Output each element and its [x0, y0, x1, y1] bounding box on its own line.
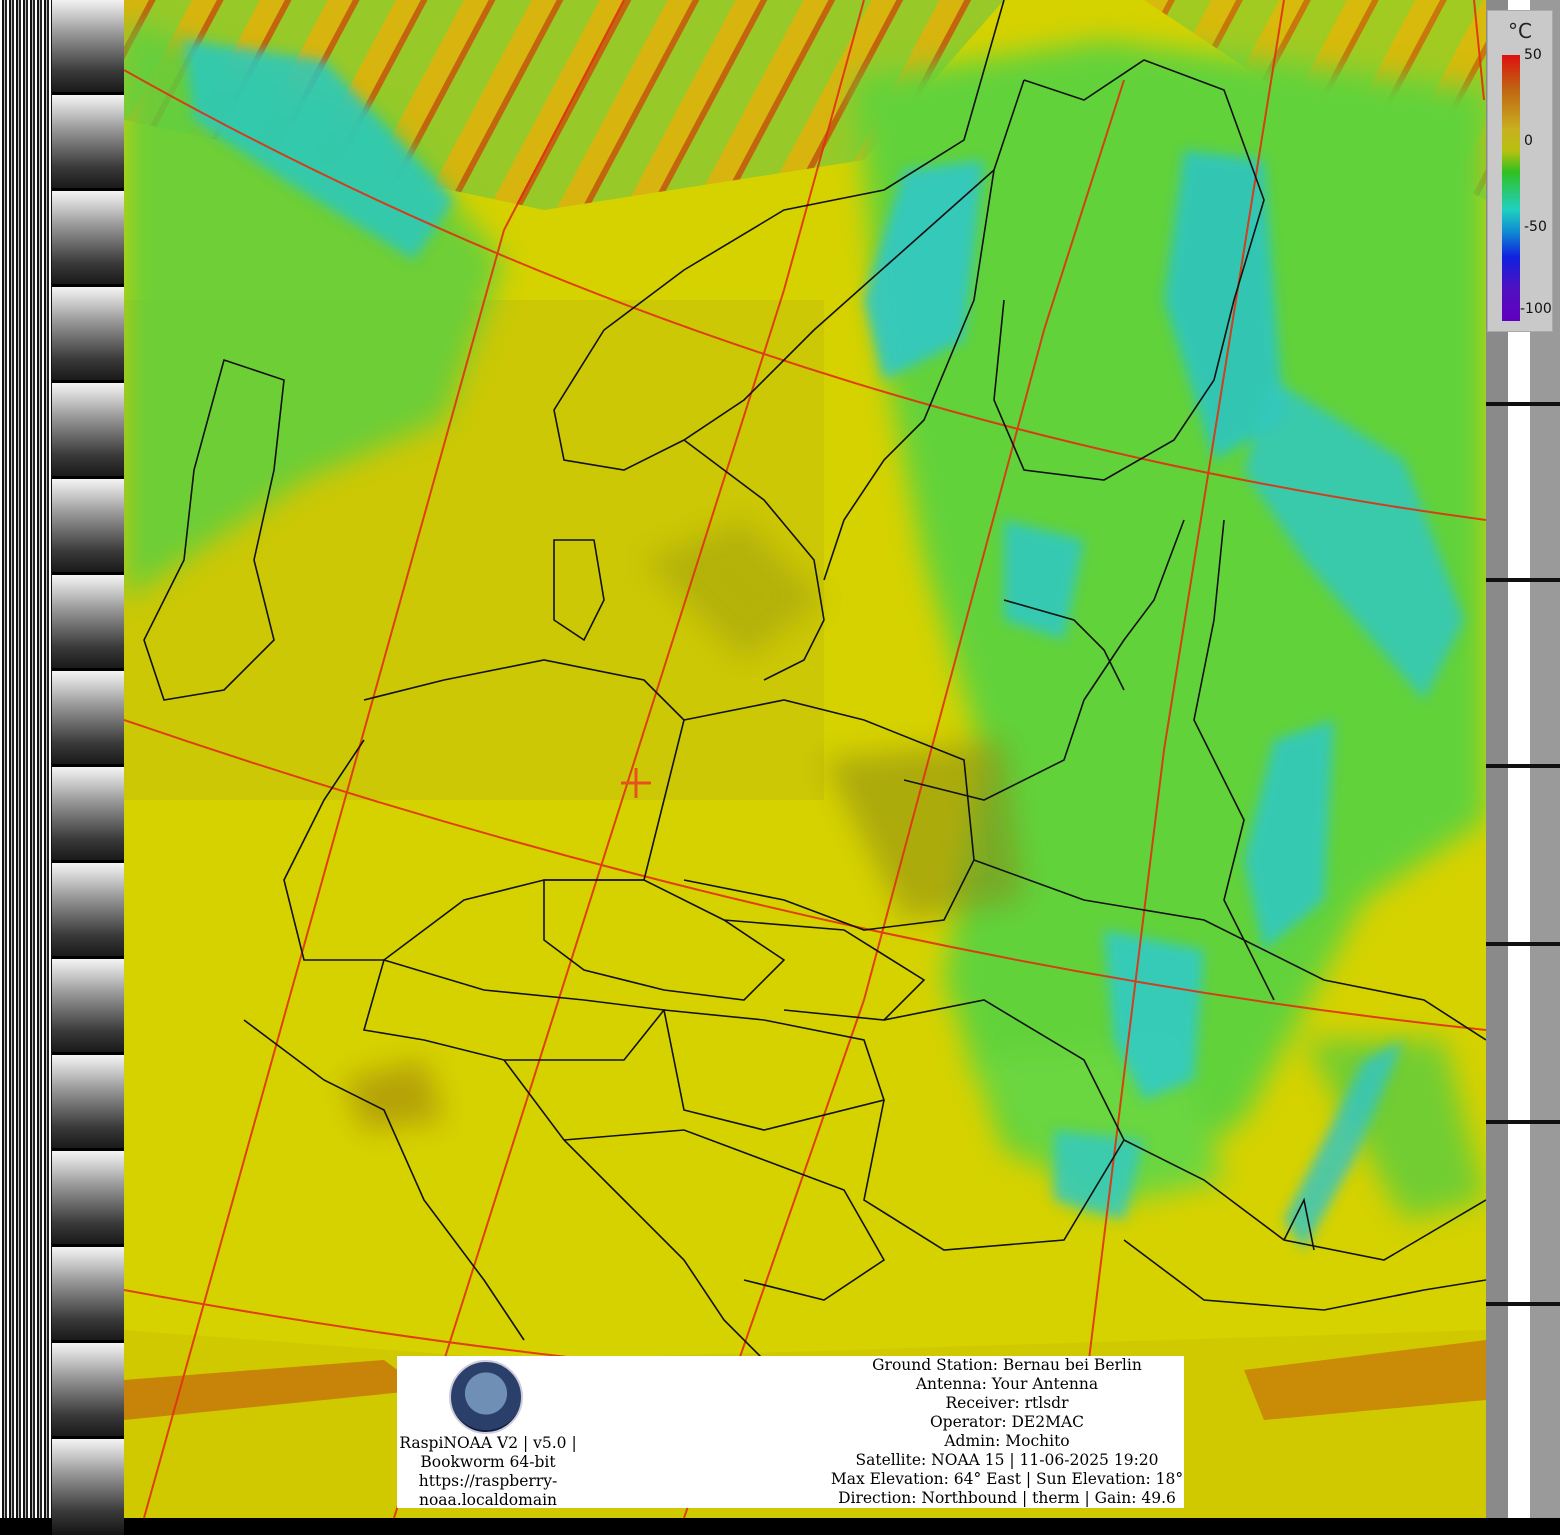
scale-label: 0	[1524, 133, 1533, 149]
telemetry-wedge	[52, 1148, 124, 1247]
direction: Direction: Northbound | therm | Gain: 49.6	[838, 1489, 1176, 1507]
scale-label: 50	[1524, 47, 1542, 63]
admin: Admin: Mochito	[944, 1432, 1070, 1450]
satellite-thermal-image	[124, 0, 1486, 1518]
software-line: Bookworm 64-bit	[420, 1453, 556, 1471]
strip-tick	[1486, 578, 1560, 582]
telemetry-wedge	[52, 1244, 124, 1343]
elevation: Max Elevation: 64° East | Sun Elevation: 18°	[830, 1470, 1184, 1488]
software-info	[397, 1434, 579, 1510]
telemetry-wedge	[52, 0, 124, 95]
telemetry-wedge	[52, 860, 124, 959]
scale-unit: °C	[1508, 19, 1532, 43]
strip-tick	[1486, 1120, 1560, 1124]
software-url: https://raspberry-	[418, 1472, 558, 1490]
info-panel	[397, 1356, 1184, 1508]
telemetry-wedge	[52, 1436, 124, 1535]
telemetry-wedge	[52, 668, 124, 767]
strip-tick	[1486, 402, 1560, 406]
scale-label: -100	[1520, 301, 1552, 317]
telemetry-wedge	[52, 572, 124, 671]
strip-tick	[1486, 764, 1560, 768]
telemetry-wedge	[52, 188, 124, 287]
software-url: noaa.localdomain	[418, 1491, 558, 1509]
temperature-scale	[1487, 10, 1553, 332]
telemetry-wedge	[52, 1340, 124, 1439]
telemetry-wedges-left	[52, 0, 124, 1518]
telemetry-strip-left	[0, 0, 52, 1518]
antenna: Antenna: Your Antenna	[915, 1375, 1099, 1393]
station-logo	[449, 1360, 523, 1434]
telemetry-wedge	[52, 1052, 124, 1151]
receiver: Receiver: rtlsdr	[945, 1394, 1069, 1412]
strip-tick	[1486, 942, 1560, 946]
telemetry-wedge	[52, 956, 124, 1055]
satellite-pass: Satellite: NOAA 15 | 11-06-2025 19:20	[855, 1451, 1159, 1469]
scale-label: -50	[1524, 219, 1547, 235]
telemetry-wedge	[52, 92, 124, 191]
ground-station: Ground Station: Bernau bei Berlin	[872, 1356, 1142, 1374]
operator: Operator: DE2MAC	[929, 1413, 1085, 1431]
scale-colorbar	[1502, 55, 1520, 321]
strip-tick	[1486, 1302, 1560, 1306]
telemetry-wedge	[52, 764, 124, 863]
station-info	[817, 1356, 1197, 1508]
telemetry-wedge	[52, 380, 124, 479]
software-line: RaspiNOAA V2 | v5.0 |	[399, 1434, 577, 1452]
telemetry-wedge	[52, 476, 124, 575]
thermal-map-svg	[124, 0, 1486, 1518]
telemetry-wedge	[52, 284, 124, 383]
